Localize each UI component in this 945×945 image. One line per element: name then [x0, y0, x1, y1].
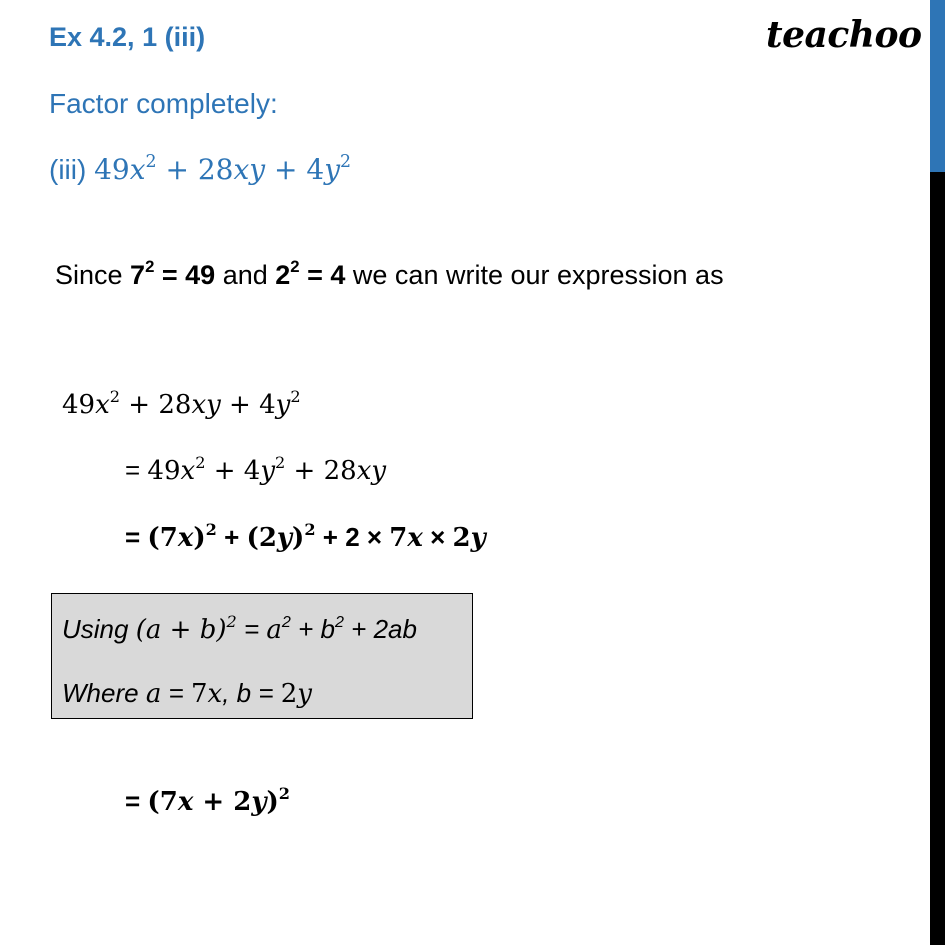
- step-original-expression: $49x^2 + 28xy + 4y^2$: [62, 386, 301, 420]
- question-prompt: Factor completely:: [49, 88, 278, 119]
- page-title: Ex 4.2, 1 (iii): [49, 22, 206, 52]
- explanation-text: Since $7^2 = 49$ and $2^2 = 4$ we can write our expression as: [55, 257, 724, 290]
- step-squares-form: = $(7x)^2 + (2y)^2 + 2 \times 7x \times 2y$: [125, 519, 486, 553]
- teachoo-logo[interactable]: teachoo: [766, 14, 922, 56]
- identity-substitution: Where a = 7x, b = 2y: [62, 678, 312, 709]
- scrollbar-thumb[interactable]: [930, 0, 945, 172]
- question-math: $49x^2 + 28xy + 4y^2$: [94, 151, 352, 186]
- identity-formula: Using $(a + b)^2 = a^2 + b^2 + 2ab$: [62, 611, 417, 645]
- question-expression: [49, 153, 351, 186]
- step-rearranged: = $49x^2 + 4y^2 + 28xy$: [125, 452, 387, 486]
- part-label: (iii): [49, 154, 87, 185]
- final-answer: = $(7x + 2y)^2$: [125, 783, 290, 817]
